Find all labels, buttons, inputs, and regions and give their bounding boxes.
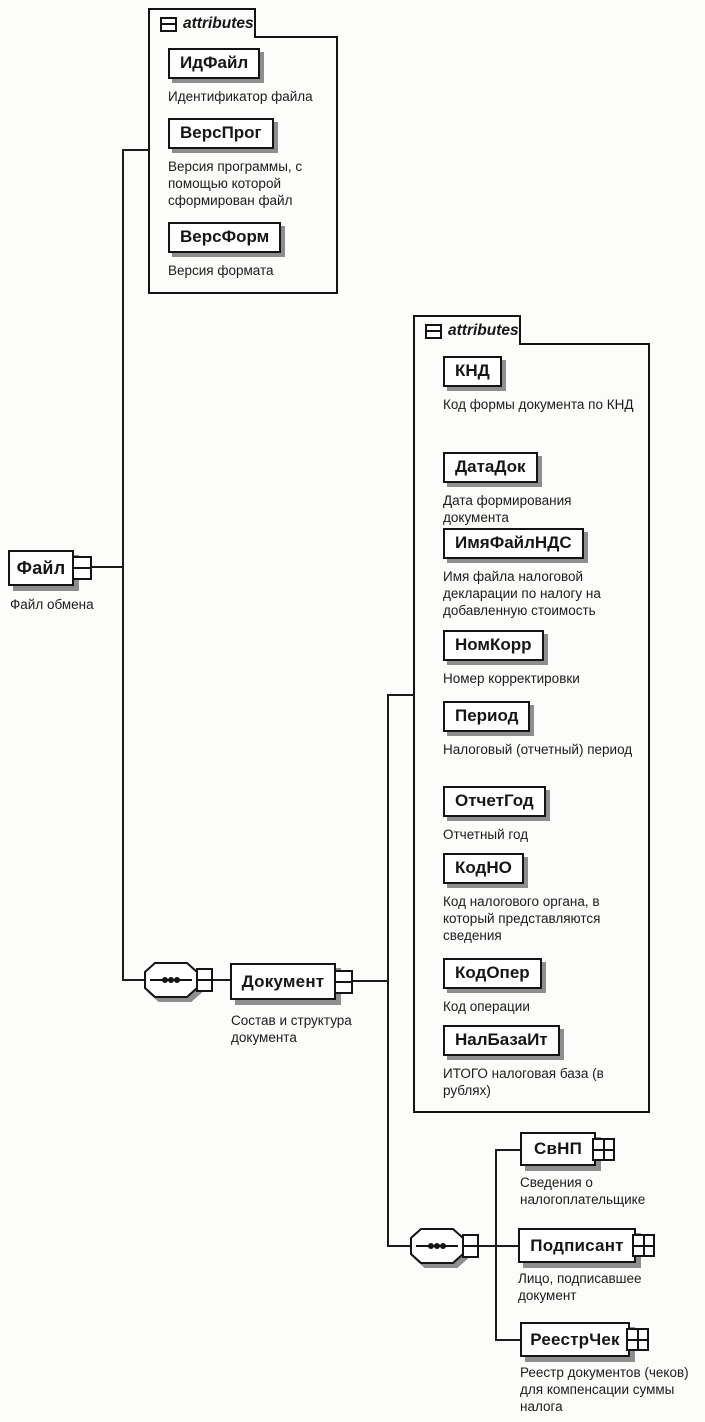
- element-document: [230, 963, 336, 1000]
- element-podpisant-description: Лицо, подписавшее документ: [518, 1271, 642, 1303]
- sequence-icon: [144, 962, 198, 998]
- expand-handle-icon[interactable]: [462, 1234, 479, 1258]
- plus-line: [594, 1149, 613, 1151]
- element-podpisant: [518, 1228, 636, 1263]
- expand-plus-icon[interactable]: [592, 1138, 615, 1161]
- attribute-idfile-description: Идентификатор файла: [168, 89, 313, 104]
- element-file: [8, 550, 74, 586]
- attribute-kodoper-description: Код операции: [443, 999, 530, 1014]
- connector-document-to-trunk: [352, 980, 389, 982]
- attribute-idfile: ИдФайл: [168, 48, 260, 79]
- attribute-knd: КНД: [443, 356, 502, 387]
- collapse-minus-icon[interactable]: [425, 324, 442, 339]
- connector-stub-document-attributes: [387, 694, 415, 696]
- sequence-icon: [410, 1228, 464, 1264]
- attribute-otchetgod-description: Отчетный год: [443, 827, 529, 842]
- attribute-imyafailnds: ИмяФайлНДС: [443, 528, 584, 559]
- element-file-description: Файл обмена: [10, 597, 94, 612]
- connector-trunk-to-sequence1: [122, 979, 146, 981]
- attribute-knd-description: Код формы документа по КНД: [443, 397, 634, 412]
- element-reestrchek-label: РеестрЧек: [530, 1329, 620, 1349]
- attribute-nomkorr: НомКорр: [443, 630, 544, 661]
- attribute-period: Период: [443, 701, 530, 732]
- minus-line: [162, 23, 175, 25]
- connector-trunk-right: [387, 694, 389, 1247]
- attribute-nomkorr-description: Номер корректировки: [443, 671, 580, 686]
- element-reestrchek-description: Реестр документов (чеков) для компенсации суммы налога: [520, 1365, 689, 1414]
- connector-file-to-trunk: [90, 566, 124, 568]
- expand-handle-icon[interactable]: [196, 968, 213, 992]
- element-file-label: Файл: [16, 557, 66, 578]
- element-podpisant-label: Подписант: [530, 1235, 624, 1255]
- handle-line: [464, 1245, 477, 1247]
- connector-trunk-to-sequence2: [387, 1245, 412, 1247]
- plus-line: [628, 1339, 647, 1341]
- element-svnp: [520, 1132, 596, 1166]
- attribute-otchetgod: ОтчетГод: [443, 786, 546, 817]
- element-document-description: Состав и структура документа: [231, 1013, 352, 1045]
- connector-branch-to-podpisant: [495, 1245, 520, 1247]
- element-svnp-description: Сведения о налогоплательщике: [520, 1175, 646, 1207]
- expand-plus-icon[interactable]: [626, 1328, 649, 1351]
- attribute-period-description: Налоговый (отчетный) период: [443, 742, 633, 757]
- attribute-versprog: ВерсПрог: [168, 118, 274, 149]
- attribute-kodno: КодНО: [443, 853, 524, 884]
- file-attributes-header: attributes: [183, 15, 254, 32]
- document-attributes-header: attributes: [448, 322, 519, 339]
- connector-stub-file-attributes: [122, 149, 150, 151]
- file-attributes-tab: [148, 8, 256, 38]
- expand-handle-icon[interactable]: [72, 556, 92, 580]
- attribute-nalbazait-description: ИТОГО налоговая база (в рублях): [443, 1066, 604, 1098]
- plus-line: [634, 1245, 653, 1247]
- attribute-datadok: ДатаДок: [443, 452, 538, 483]
- handle-line: [336, 981, 351, 983]
- handle-line: [198, 979, 211, 981]
- connector-branch-to-reestrchek: [495, 1339, 522, 1341]
- expand-plus-icon[interactable]: [632, 1234, 655, 1257]
- element-document-label: Документ: [241, 971, 325, 991]
- attribute-nalbazait: НалБазаИт: [443, 1025, 560, 1056]
- attribute-versprog-description: Версия программы, с помощью которой сформирован файл: [168, 159, 303, 208]
- attribute-versform: ВерсФорм: [168, 222, 281, 253]
- attribute-kodoper: КодОпер: [443, 958, 542, 989]
- expand-handle-icon[interactable]: [334, 970, 353, 994]
- connector-branch-to-svnp: [495, 1149, 522, 1151]
- attribute-kodno-description: Код налогового органа, в который представляются сведения: [443, 894, 601, 943]
- connector-trunk-left: [122, 149, 124, 981]
- handle-line: [74, 567, 90, 569]
- attribute-versform-description: Версия формата: [168, 263, 274, 278]
- minus-line: [427, 330, 440, 332]
- attribute-imyafailnds-description: Имя файла налоговой декларации по налогу на добавленную стоимость: [443, 569, 601, 618]
- element-reestrchek: [520, 1322, 630, 1357]
- collapse-minus-icon[interactable]: [160, 17, 177, 32]
- attribute-datadok-description: Дата формирования документа: [443, 493, 572, 525]
- connector-sequence1-to-document: [212, 979, 232, 981]
- document-attributes-tab: [413, 315, 521, 345]
- element-svnp-label: СвНП: [533, 1139, 583, 1158]
